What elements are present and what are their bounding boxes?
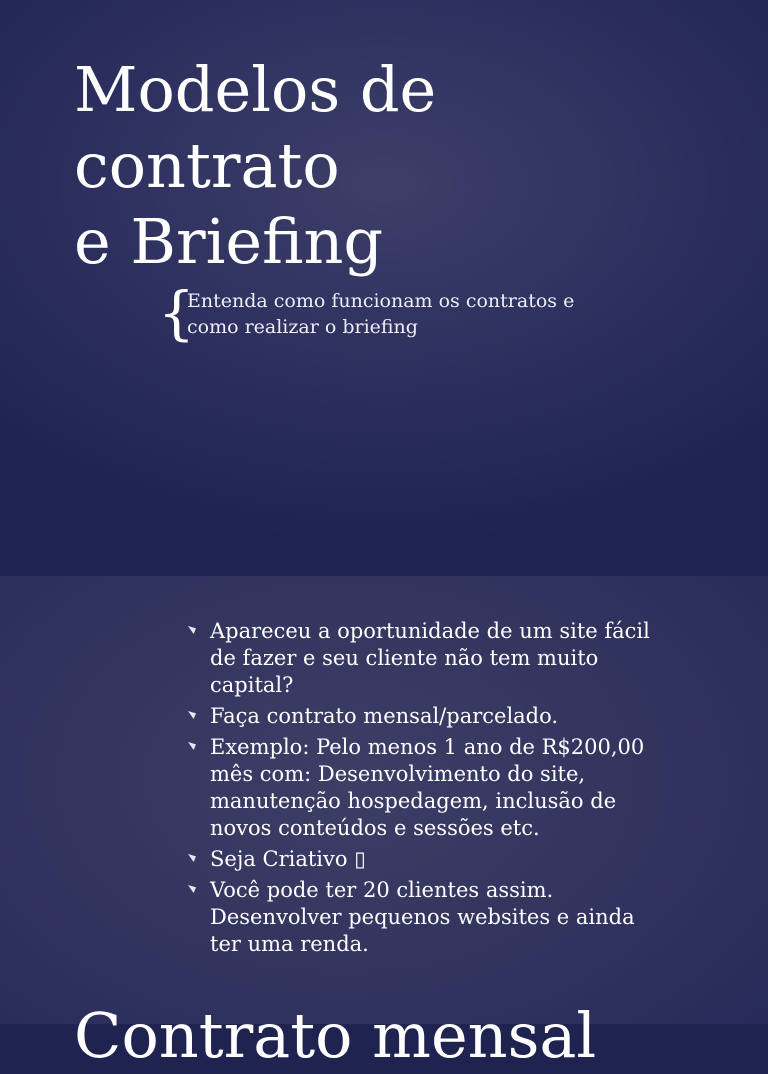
bullet-line: Desenvolver pequenos websites e ainda [210,905,635,929]
next-slide-title: Contrato mensal [74,999,597,1072]
bullet-line: de fazer e seu cliente não tem muito [210,646,599,670]
bullet-line: Apareceu a oportunidade de um site fácil [210,619,650,643]
bullet-item [188,734,708,842]
bullet-line: capital? [210,673,294,697]
subtitle-text [187,288,574,340]
subtitle-line: como realizar o briefing [187,316,418,338]
bullet-icon [188,854,196,862]
bullet-text [210,734,708,842]
slide-content [0,576,768,1072]
bullet-line: novos conteúdos e sessões etc. [210,816,540,840]
bullet-line: Exemplo: Pelo menos 1 ano de R$200,00 [210,735,645,759]
bullet-icon [188,626,196,634]
curly-brace-icon: { [158,279,195,347]
title-line: Modelos de [74,53,437,126]
bullet-text [210,618,708,699]
subtitle-line: Entenda como funcionam os contratos e [187,290,575,312]
bullet-icon [188,711,196,719]
subtitle-block [158,280,678,360]
bullet-text [210,846,708,873]
bullet-line: manutenção hospedagem, inclusão de [210,789,617,813]
bullet-item [188,703,708,730]
bullet-item [188,877,708,958]
bullet-item [188,846,708,873]
bullet-line: Faça contrato mensal/parcelado. [210,704,559,728]
bullet-icon [188,742,196,750]
bullet-line: Você pode ter 20 clientes assim. [210,878,554,902]
bullet-line: mês com: Desenvolvimento do site, [210,762,586,786]
bullet-text [210,703,708,730]
title-line: e Briefing [74,205,384,278]
bullet-text [210,877,708,958]
bullet-item [188,618,708,699]
bullet-list [188,618,708,962]
bullet-line: Seja Criativo ▯ [210,847,366,871]
title-line: contrato [74,129,340,202]
slide-title-heading [74,52,436,280]
bullet-icon [188,885,196,893]
bullet-line: ter uma renda. [210,932,369,956]
